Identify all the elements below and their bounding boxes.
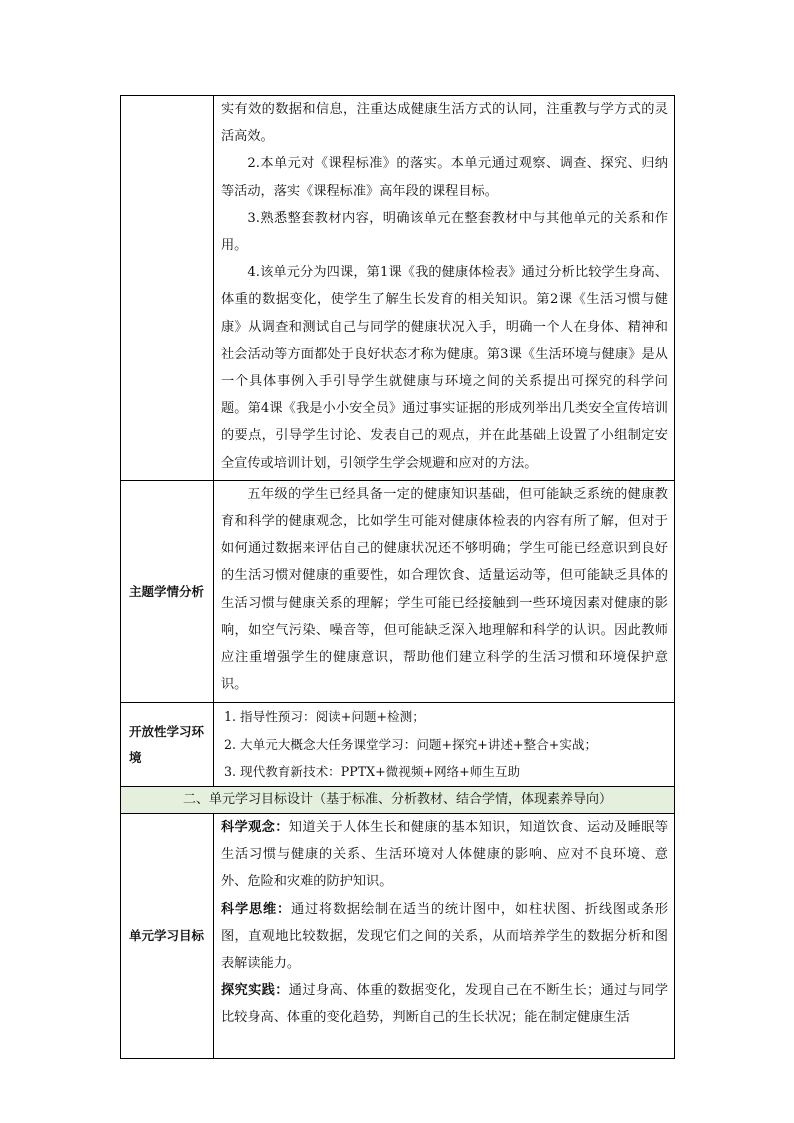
section-header: 二、单元学习目标设计（基于标准、分析教材、结合学情，体现素养导向） bbox=[121, 786, 675, 813]
open-env-item-2: 2. 大单元大概念大任务课堂学习：问题+探究+讲述+整合+实战； bbox=[224, 736, 598, 752]
learning-analysis-row bbox=[121, 480, 675, 703]
open-env-item-3: 3. 现代教育新技术：PPTX+微视频+网络+师生互助 bbox=[224, 764, 521, 780]
goal-science-thinking-key: 科学思维： bbox=[221, 901, 291, 917]
learning-analysis-text: 五年级的学生已经具备一定的健康知识基础，但可能缺乏系统的健康教育和科学的健康观念，比如学生可能对健康体检表的内容有所了解，但对于如何通过数据来评估自己的健康状况还不够明确；学生可能已经意识到良好的生活习惯对健康的重要性，如合理饮食、适量运动等，但可能缺乏具体的生活习惯与健康关系的理解；学生可能已经接触到一些环境因素对健康的影响，如空气污染、噪音等，但可能缺乏深入地理解和科学的认识。因此教师应注重增强学生的健康意识，帮助他们建立科学的生活习惯和环境保护意识。 bbox=[221, 486, 668, 693]
unit-analysis-row bbox=[121, 96, 675, 481]
goal-science-concept bbox=[221, 814, 668, 896]
unit-analysis-label-cell bbox=[121, 96, 214, 481]
unit-analysis-para-2: 3.熟悉整套教材内容，明确该单元在整套教材中与其他单元的关系和作用。 bbox=[221, 210, 668, 254]
unit-plan-table bbox=[120, 95, 675, 1059]
unit-analysis-para-0: 实有效的数据和信息，注重达成健康生活方式的认同，注重教与学方式的灵活高效。 bbox=[221, 102, 668, 145]
learning-analysis-label: 主题学情分析 bbox=[121, 480, 214, 703]
unit-goals-content bbox=[214, 813, 675, 1058]
goal-inquiry-practice bbox=[221, 977, 668, 1031]
unit-goals-clip bbox=[221, 814, 668, 1058]
open-env-content bbox=[214, 703, 675, 787]
learning-analysis-content bbox=[214, 480, 675, 703]
goal-inquiry-practice-key: 探究实践： bbox=[221, 983, 289, 999]
goal-science-concept-text: 知道关于人体生长和健康的基本知识，知道饮食、运动及睡眠等生活习惯与健康的关系、生活环境对人体健康的影响、应对不良环境、意外、危险和灾难的防护知识。 bbox=[221, 819, 668, 890]
open-env-row bbox=[121, 703, 675, 787]
unit-analysis-para-1: 2.本单元对《课程标准》的落实。本单元通过观察、调查、探究、归纳等活动，落实《课程标准》高年段的课程目标。 bbox=[221, 156, 668, 199]
open-env-item-1: 1. 指导性预习：阅读+问题+检测； bbox=[224, 709, 425, 725]
goal-science-thinking bbox=[221, 896, 668, 978]
unit-analysis-para-3: 4.该单元分为四课，第1课《我的健康体检表》通过分析比较学生身高、体重的数据变化，使学生了解生长发育的相关知识。第2课《生活习惯与健康》从调查和测试自己与同学的健康状况入手，明确一个人在身体、精神和社会活动等方面都处于良好状态才称为健康。第3课《生活环境与健康》是从一个具体事例入手引导学生就健康与环境之间的关系提出可探究的科学问题。第4课《我是小小安全员》通过事实证据的形成列举出几类安全宣传培训的要点，引导学生讨论、发表自己的观点，并在此基础上设置了小组制定安全宣传或培训计划，引领学生学会规避和应对的方法。 bbox=[221, 265, 668, 471]
unit-analysis-content bbox=[214, 96, 675, 481]
goal-inquiry-practice-text: 通过身高、体重的数据变化，发现自己在不断生长；通过与同学比较身高、体重的变化趋势，判断自己的生长状况；能在制定健康生活 bbox=[221, 983, 668, 1026]
open-env-label: 开放性学习环境 bbox=[121, 703, 214, 787]
goal-science-concept-key: 科学观念： bbox=[221, 819, 289, 835]
unit-goals-row bbox=[121, 813, 675, 1058]
goal-science-thinking-text: 通过将数据绘制在适当的统计图中，如柱状图、折线图或条形图，直观地比较数据，发现它们之间的关系，从而培养学生的数据分析和图表解读能力。 bbox=[221, 901, 668, 971]
unit-goals-label: 单元学习目标 bbox=[121, 813, 214, 1058]
section-header-row bbox=[121, 786, 675, 813]
